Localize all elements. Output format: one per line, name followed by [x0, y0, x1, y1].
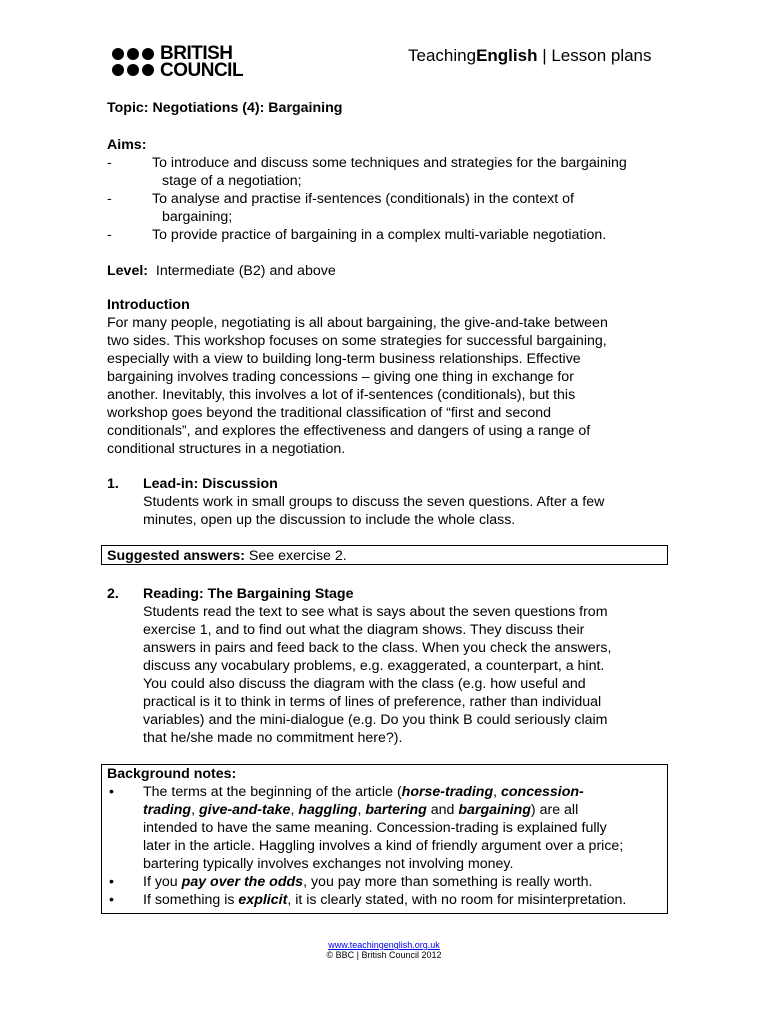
background-note-item: • If you pay over the odds, you pay more than something is really worth. [109, 874, 593, 890]
footer-copyright: © BBC | British Council 2012 [326, 950, 442, 960]
logo-dots-icon [112, 48, 154, 76]
footer-url[interactable]: www.teachingenglish.org.uk [328, 940, 440, 950]
logo-text: BRITISH COUNCIL [160, 43, 244, 81]
british-council-logo [112, 45, 243, 79]
teachingenglish-header: TeachingEnglish | Lesson plans [408, 46, 652, 65]
aim-item: - To introduce and discuss some techniques and strategies for the bargaining stage of a negotiation; [107, 155, 627, 189]
level-line: Level: Intermediate (B2) and above [107, 263, 336, 279]
background-note-item: • The terms at the beginning of the article (horse-trading, concession- trading, give-and-take, haggling, bartering and bargaining) are all intended to have the same meaning. Concession-trading is explained fully later in the article. Haggling involves a kind of friendly argument over a price; bartering typically involves exchanges not involving money. [109, 784, 624, 872]
section-title: Reading: The Bargaining Stage [143, 586, 354, 602]
background-notes-box [101, 764, 668, 914]
suggested-answers-box: Suggested answers: See exercise 2. [101, 545, 668, 565]
aim-item: - To analyse and practise if-sentences (conditionals) in the context of bargaining; [107, 191, 574, 225]
introduction-text: For many people, negotiating is all about bargaining, the give-and-take between two sides. This workshop focuses on some strategies for successful bargaining, especially with a view to building long-term business relationships. Effective bargaining involves trading concessions – giving one thing in exchange for another. Inevitably, this involves a lot of if-sentences (conditionals), but this workshop goes beyond the traditional classification of “first and second conditionals”, and explores the effectiveness and dangers of using a range of conditional structures in a negotiation. [107, 315, 608, 457]
aims-heading: Aims: [107, 137, 147, 153]
section-text: Students read the text to see what is says about the seven questions from exercise 1, and to find out what the diagram shows. They discuss their answers in pairs and feed back to the class. When you check the answers, discuss any vocabulary problems, e.g. exaggerated, a counterpart, a hint. You could also discuss the diagram with the class (e.g. how useful and practical is it to think in terms of lines of preference, rather than individual variables) and the mini-dialogue (e.g. Do you think B could seriously claim that he/she made no commitment here?). [143, 604, 612, 746]
aims-list [107, 154, 667, 244]
background-notes-heading: Background notes: [107, 766, 237, 782]
section-title: Lead-in: Discussion [143, 476, 278, 492]
introduction-heading: Introduction [107, 297, 190, 313]
aim-item: - To provide practice of bargaining in a complex multi-variable negotiation. [107, 227, 607, 243]
section-number: 1. [107, 476, 119, 492]
background-note-item: • If something is explicit, it is clearly stated, with no room for misinterpretation. [109, 892, 627, 908]
topic-heading: Topic: Negotiations (4): Bargaining [107, 100, 343, 116]
section-number: 2. [107, 586, 119, 602]
section-text: Students work in small groups to discuss the seven questions. After a few minutes, open up the discussion to include the whole class. [143, 494, 605, 528]
